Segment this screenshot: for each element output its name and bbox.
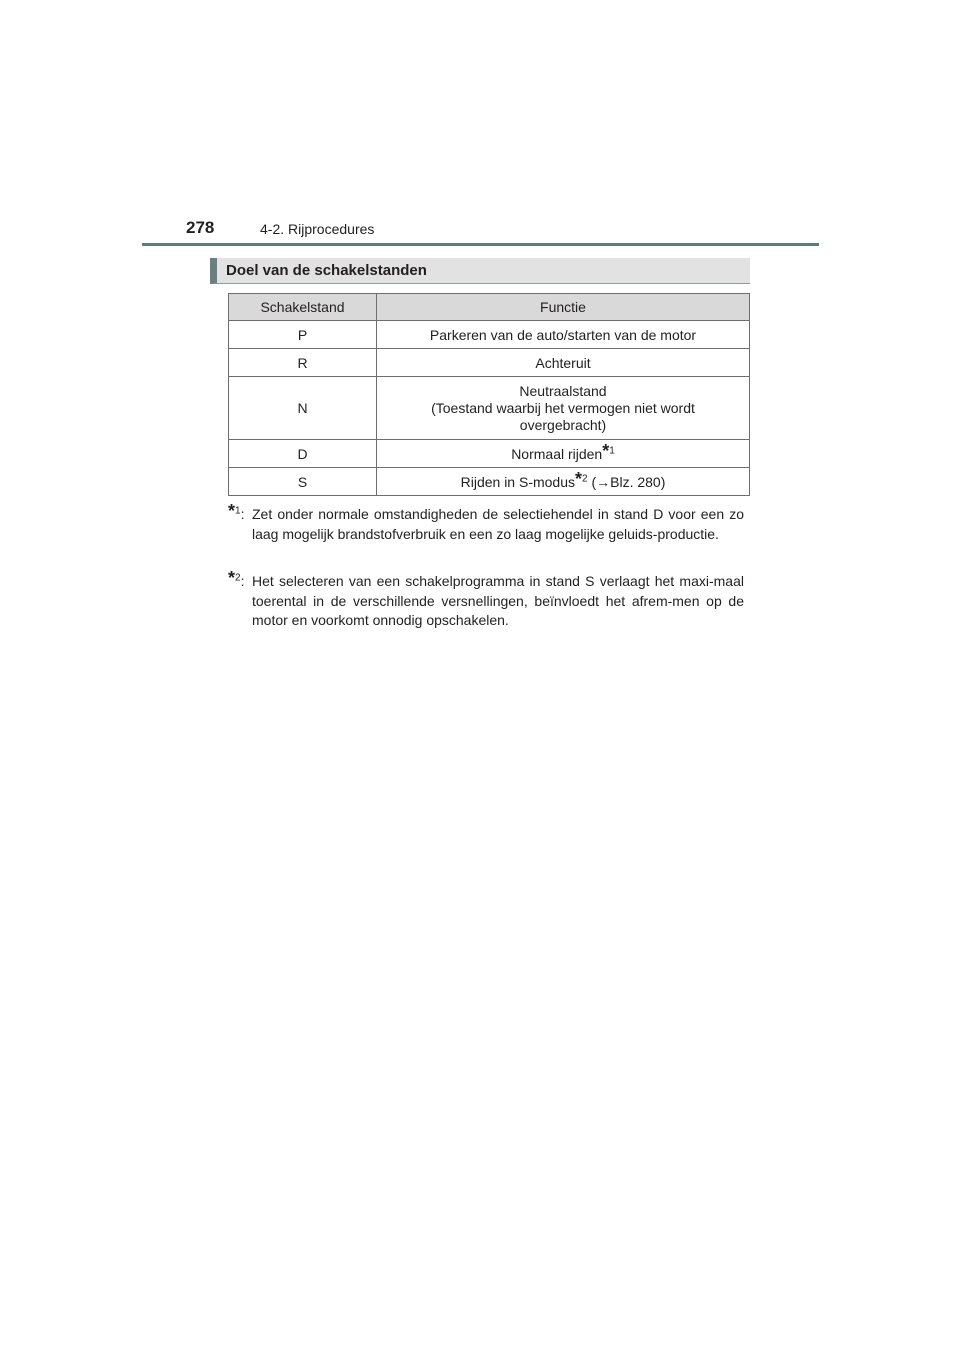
column-header-position: Schakelstand bbox=[229, 294, 377, 321]
cell-position: D bbox=[229, 440, 377, 468]
asterisk-icon: * bbox=[602, 440, 610, 461]
section-heading bbox=[210, 258, 750, 284]
cell-position: N bbox=[229, 377, 377, 440]
column-header-function: Functie bbox=[377, 294, 750, 321]
table-header-row bbox=[229, 294, 750, 321]
footnote-number: 1 bbox=[235, 505, 241, 517]
cell-position: P bbox=[229, 321, 377, 349]
cell-position: R bbox=[229, 349, 377, 377]
footnote-ref: 2 bbox=[582, 472, 588, 484]
footnote-1: *$^1$: Zet onder normale omstandigheden de selectiehendel in stand D voor een zo laag mogelijk brandstofverbruik en een zo laag mogelijke geluids-productie. bbox=[228, 505, 744, 544]
table-row bbox=[229, 440, 750, 468]
table-row bbox=[229, 468, 750, 496]
cell-function bbox=[377, 377, 750, 440]
cell-function bbox=[377, 440, 750, 468]
function-text: Rijden in S-modus bbox=[460, 473, 575, 490]
page-number: 278 bbox=[186, 218, 215, 237]
chapter-title: 4-2. Rijprocedures bbox=[260, 221, 375, 237]
cell-function: Parkeren van de auto/starten van de motor bbox=[377, 321, 750, 349]
function-line: overgebracht) bbox=[519, 416, 607, 433]
cell-position: S bbox=[229, 468, 377, 496]
footnote-2: *$^2$: Het selecteren van een schakelprogramma in stand S verlaagt het maxi-maal toerental in de verschillende versnellingen, beïnvloedt het afrem-men op de motor en voorkomt onnodig opschakelen. bbox=[228, 572, 744, 631]
cell-function: Achteruit bbox=[377, 349, 750, 377]
footnote-text: Zet onder normale omstandigheden de selectiehendel in stand D voor een zo laag mogelijk brandstofverbruik en een zo laag mogelijke geluids-productie. bbox=[252, 506, 744, 542]
table-row bbox=[229, 377, 750, 440]
table-row bbox=[229, 321, 750, 349]
function-line: (Toestand waarbij het vermogen niet wordt bbox=[431, 399, 695, 416]
page-reference: (→Blz. 280) bbox=[591, 473, 666, 490]
gear-position-table bbox=[228, 293, 750, 496]
section-title: Doel van de schakelstanden bbox=[226, 262, 427, 279]
function-line: Neutraalstand bbox=[519, 382, 607, 399]
function-text: Normaal rijden bbox=[511, 445, 603, 462]
asterisk-icon: * bbox=[575, 468, 583, 489]
table-row bbox=[229, 349, 750, 377]
footnote-ref: 1 bbox=[609, 444, 615, 456]
header-rule bbox=[142, 243, 819, 246]
asterisk-icon: * bbox=[228, 568, 236, 588]
asterisk-icon: * bbox=[228, 501, 236, 521]
footnote-text: Het selecteren van een schakelprogramma in stand S verlaagt het maxi-maal toerental in de verschillende versnellingen, beïnvloedt het afrem-men op de motor en voorkomt onnodig opschakelen. bbox=[252, 573, 744, 628]
footnote-number: 2 bbox=[235, 572, 241, 584]
cell-function bbox=[377, 468, 750, 496]
